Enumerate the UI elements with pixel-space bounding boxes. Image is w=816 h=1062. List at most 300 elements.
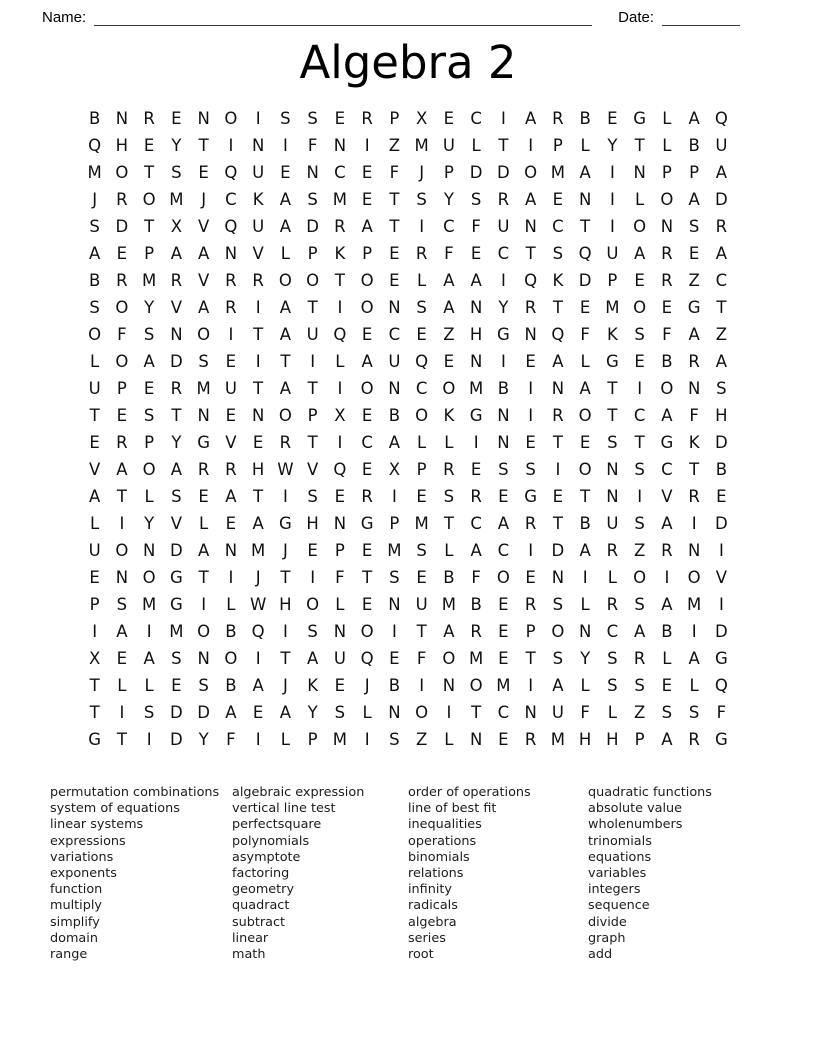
word-bank-column xyxy=(232,785,408,963)
grid-cell: I xyxy=(228,567,234,587)
grid-cell: A xyxy=(661,513,673,533)
grid-cell: K xyxy=(334,243,346,263)
grid-cell: B xyxy=(715,459,728,479)
grid-cell: A xyxy=(252,513,264,533)
grid-cell: X xyxy=(334,405,346,425)
grid-cell: A xyxy=(225,486,237,506)
grid-cell: G xyxy=(660,432,674,452)
grid-cell: R xyxy=(116,189,128,209)
grid-row xyxy=(81,186,735,213)
grid-cell: A xyxy=(443,270,455,290)
grid-cell: I xyxy=(528,675,534,695)
grid-cell: R xyxy=(497,189,510,209)
grid-cell: N xyxy=(224,540,238,560)
word-item: perfectsquare xyxy=(232,817,322,833)
grid-cell: F xyxy=(716,702,727,722)
grid-cell: A xyxy=(306,648,319,668)
grid-cell: E xyxy=(116,243,128,263)
grid-row xyxy=(81,429,735,456)
grid-cell: T xyxy=(198,135,209,155)
grid-cell: O xyxy=(360,297,374,317)
grid-cell: A xyxy=(661,405,673,425)
word-item: linear xyxy=(232,930,269,946)
grid-cell: F xyxy=(689,405,699,425)
grid-cell: S xyxy=(307,189,318,209)
grid-cell: N xyxy=(251,135,265,155)
grid-cell: S xyxy=(688,216,700,236)
grid-cell: R xyxy=(688,351,700,371)
grid-cell: T xyxy=(552,297,563,317)
grid-cell: E xyxy=(389,270,400,290)
grid-cell: R xyxy=(470,621,482,641)
word-item: variations xyxy=(50,849,114,865)
grid-cell: C xyxy=(497,702,510,722)
grid-cell: N xyxy=(524,702,537,722)
grid-cell: S xyxy=(89,216,100,236)
grid-cell: L xyxy=(335,351,345,371)
grid-cell: S xyxy=(171,162,182,182)
grid-cell: M xyxy=(550,729,565,749)
grid-cell: E xyxy=(416,324,427,344)
grid-cell: A xyxy=(170,459,183,479)
grid-cell: S xyxy=(307,108,318,128)
word-item: permutation combinations xyxy=(50,785,220,800)
grid-cell: N xyxy=(578,621,592,641)
grid-cell: N xyxy=(497,432,510,452)
grid-cell: I xyxy=(500,108,506,128)
grid-cell: R xyxy=(524,729,537,749)
grid-cell: I xyxy=(282,486,288,506)
grid-cell: T xyxy=(389,189,400,209)
grid-cell: I xyxy=(609,162,615,182)
grid-cell: E xyxy=(443,351,455,371)
grid-cell: N xyxy=(388,378,401,398)
grid-cell: R xyxy=(606,594,619,614)
grid-cell: I xyxy=(391,621,397,641)
grid-cell: O xyxy=(633,567,647,587)
grid-cell: M xyxy=(414,135,429,155)
grid-row xyxy=(81,294,735,321)
grid-cell: E xyxy=(307,540,318,560)
grid-cell: N xyxy=(170,324,183,344)
grid-cell: S xyxy=(607,432,618,452)
grid-cell: N xyxy=(633,162,646,182)
grid-cell: D xyxy=(115,216,129,236)
grid-cell: E xyxy=(143,135,155,155)
grid-cell: D xyxy=(715,621,728,641)
grid-cell: R xyxy=(116,270,128,290)
grid-cell: A xyxy=(143,351,155,371)
grid-row xyxy=(81,240,735,267)
grid-cell: B xyxy=(497,378,510,398)
grid-cell: N xyxy=(197,405,210,425)
grid-cell: F xyxy=(307,135,318,155)
grid-cell: T xyxy=(307,297,318,317)
grid-cell: L xyxy=(689,675,699,695)
grid-cell: S xyxy=(307,486,318,506)
grid-cell: A xyxy=(252,675,264,695)
grid-cell: E xyxy=(143,378,155,398)
grid-cell: Q xyxy=(714,108,728,128)
grid-cell: R xyxy=(633,648,646,668)
word-item: quadratic functions xyxy=(588,785,712,800)
grid-cell: E xyxy=(389,243,400,263)
grid-cell: D xyxy=(170,351,183,371)
grid-cell: D xyxy=(715,432,728,452)
grid-cell: M xyxy=(196,378,211,398)
grid-cell: T xyxy=(362,567,373,587)
grid-cell: P xyxy=(552,135,563,155)
word-item: line of best fit xyxy=(408,801,497,817)
grid-cell: U xyxy=(252,162,265,182)
grid-cell: A xyxy=(225,702,237,722)
grid-cell: T xyxy=(144,216,155,236)
grid-cell: S xyxy=(634,675,645,695)
grid-cell: Z xyxy=(633,540,646,560)
grid-cell: U xyxy=(88,540,101,560)
grid-cell: C xyxy=(552,216,564,236)
grid-cell: A xyxy=(279,189,292,209)
grid-cell: C xyxy=(497,243,510,263)
grid-cell: A xyxy=(715,243,728,263)
grid-cell: E xyxy=(416,486,427,506)
word-item: relations xyxy=(408,866,464,882)
grid-cell: T xyxy=(634,135,645,155)
grid-cell: B xyxy=(443,567,455,587)
grid-cell: S xyxy=(416,189,427,209)
word-item: range xyxy=(50,947,88,963)
word-item: quadract xyxy=(232,898,290,914)
grid-cell: G xyxy=(278,513,292,533)
grid-cell: S xyxy=(143,405,155,425)
grid-cell: E xyxy=(361,162,373,182)
grid-cell: C xyxy=(497,540,510,560)
grid-cell: J xyxy=(364,675,370,695)
grid-cell: S xyxy=(116,594,128,614)
grid-cell: M xyxy=(332,729,347,749)
word-item: graph xyxy=(588,930,626,946)
grid-cell: S xyxy=(143,702,155,722)
grid-cell: C xyxy=(361,432,373,452)
grid-cell: A xyxy=(361,216,373,236)
grid-cell: L xyxy=(607,567,617,587)
grid-cell: E xyxy=(280,162,291,182)
grid-cell: Z xyxy=(388,135,401,155)
grid-cell: D xyxy=(715,189,728,209)
grid-cell: A xyxy=(579,378,591,398)
grid-cell: I xyxy=(228,324,234,344)
grid-cell: C xyxy=(470,513,482,533)
grid-cell: K xyxy=(606,324,618,344)
grid-cell: L xyxy=(144,486,154,506)
grid-cell: N xyxy=(687,378,701,398)
grid-cell: A xyxy=(715,162,728,182)
grid-cell: P xyxy=(116,378,127,398)
grid-cell: G xyxy=(469,405,483,425)
grid-cell: G xyxy=(360,513,374,533)
grid-cell: I xyxy=(528,540,534,560)
grid-cell: N xyxy=(333,513,347,533)
grid-cell: F xyxy=(580,324,590,344)
grid-cell: R xyxy=(361,108,373,128)
grid-row xyxy=(81,645,735,672)
word-item: infinity xyxy=(408,882,452,898)
grid-cell: A xyxy=(552,351,564,371)
grid-cell: Q xyxy=(551,324,565,344)
grid-cell: R xyxy=(334,216,346,236)
grid-cell: E xyxy=(470,243,482,263)
grid-cell: T xyxy=(89,702,100,722)
grid-cell: P xyxy=(689,162,700,182)
grid-cell: T xyxy=(580,486,591,506)
grid-cell: E xyxy=(552,486,564,506)
puzzle-title: Algebra 2 xyxy=(299,36,517,89)
grid-cell: F xyxy=(117,324,127,344)
grid-cell: L xyxy=(444,432,454,452)
grid-cell: S xyxy=(89,297,100,317)
grid-cell: O xyxy=(496,567,510,587)
grid-cell: O xyxy=(524,162,538,182)
grid-cell: M xyxy=(169,189,184,209)
grid-cell: R xyxy=(688,486,700,506)
grid-cell: E xyxy=(525,351,536,371)
grid-cell: C xyxy=(661,459,673,479)
grid-cell: B xyxy=(388,405,401,425)
grid-cell: U xyxy=(442,135,455,155)
grid-cell: L xyxy=(417,270,427,290)
grid-cell: R xyxy=(470,486,482,506)
grid-cell: E xyxy=(525,432,536,452)
grid-cell: I xyxy=(364,729,370,749)
grid-cell: V xyxy=(197,216,210,236)
grid-cell: P xyxy=(389,108,400,128)
grid-cell: P xyxy=(634,729,645,749)
grid-row xyxy=(81,699,735,726)
grid-cell: F xyxy=(226,729,236,749)
grid-cell: Q xyxy=(88,135,102,155)
grid-cell: E xyxy=(389,648,400,668)
grid-cell: E xyxy=(171,675,182,695)
grid-cell: T xyxy=(116,729,127,749)
grid-cell: O xyxy=(633,297,647,317)
grid-cell: R xyxy=(170,378,183,398)
grid-cell: B xyxy=(88,108,101,128)
grid-cell: U xyxy=(715,135,728,155)
grid-cell: I xyxy=(637,486,643,506)
grid-cell: A xyxy=(661,729,673,749)
grid-cell: I xyxy=(718,540,724,560)
word-item: expressions xyxy=(50,833,126,849)
grid-cell: O xyxy=(633,216,647,236)
grid-cell: A xyxy=(279,297,292,317)
grid-cell: M xyxy=(142,594,157,614)
grid-cell: S xyxy=(607,675,618,695)
grid-cell: G xyxy=(169,567,183,587)
grid-cell: D xyxy=(551,540,565,560)
word-item: sequence xyxy=(588,898,650,914)
name-blank-line xyxy=(94,10,592,26)
grid-cell: W xyxy=(249,594,267,614)
grid-cell: X xyxy=(170,216,183,236)
grid-cell: E xyxy=(552,189,564,209)
grid-cell: F xyxy=(471,567,481,587)
grid-cell: E xyxy=(579,297,591,317)
grid-cell: I xyxy=(228,135,234,155)
grid-cell: P xyxy=(389,513,400,533)
grid-cell: I xyxy=(282,135,288,155)
grid-cell: E xyxy=(525,567,536,587)
grid-cell: B xyxy=(470,594,482,614)
grid-cell: I xyxy=(391,486,397,506)
grid-cell: M xyxy=(332,189,347,209)
grid-cell: U xyxy=(252,216,265,236)
grid-cell: R xyxy=(552,108,564,128)
grid-cell: C xyxy=(225,189,237,209)
grid-cell: T xyxy=(471,702,482,722)
word-item: domain xyxy=(50,930,98,946)
grid-cell: F xyxy=(389,162,400,182)
grid-cell: K xyxy=(552,270,564,290)
grid-cell: R xyxy=(715,216,728,236)
grid-cell: B xyxy=(388,675,401,695)
grid-cell: E xyxy=(498,486,509,506)
grid-cell: O xyxy=(88,324,102,344)
grid-cell: T xyxy=(525,648,536,668)
grid-cell: Q xyxy=(524,270,538,290)
grid-cell: U xyxy=(224,378,237,398)
grid-cell: P xyxy=(661,162,672,182)
grid-cell: I xyxy=(146,621,152,641)
grid-cell: S xyxy=(634,513,645,533)
grid-cell: E xyxy=(498,594,509,614)
grid-cell: P xyxy=(416,459,427,479)
grid-cell: O xyxy=(197,621,211,641)
grid-cell: T xyxy=(689,459,700,479)
grid-cell: R xyxy=(552,405,564,425)
grid-cell: R xyxy=(688,729,700,749)
word-item: geometry xyxy=(232,882,295,898)
grid-cell: C xyxy=(606,621,619,641)
grid-cell: O xyxy=(415,405,429,425)
date-label: Date: xyxy=(618,9,654,26)
grid-cell: N xyxy=(606,486,619,506)
grid-cell: C xyxy=(470,108,482,128)
grid-cell: P xyxy=(443,162,454,182)
word-item: factoring xyxy=(232,866,290,882)
grid-cell: R xyxy=(524,513,537,533)
grid-row xyxy=(81,483,735,510)
grid-cell: R xyxy=(661,540,673,560)
grid-cell: S xyxy=(552,594,564,614)
grid-cell: N xyxy=(524,324,537,344)
grid-cell: V xyxy=(661,486,673,506)
grid-cell: A xyxy=(524,108,537,128)
grid-cell: G xyxy=(496,324,510,344)
grid-cell: P xyxy=(307,405,318,425)
grid-cell: I xyxy=(255,351,261,371)
grid-cell: T xyxy=(498,135,509,155)
grid-cell: U xyxy=(606,513,619,533)
grid-cell: E xyxy=(498,648,509,668)
grid-cell: N xyxy=(388,594,401,614)
grid-cell: T xyxy=(580,216,591,236)
grid-cell: G xyxy=(88,729,102,749)
grid-cell: A xyxy=(715,351,728,371)
grid-cell: G xyxy=(169,594,183,614)
grid-cell: O xyxy=(551,621,565,641)
grid-cell: O xyxy=(687,567,701,587)
grid-cell: D xyxy=(170,540,183,560)
grid-cell: E xyxy=(116,405,128,425)
grid-cell: N xyxy=(115,567,129,587)
grid-cell: N xyxy=(524,216,537,236)
grid-cell: D xyxy=(170,729,183,749)
grid-cell: A xyxy=(197,297,210,317)
grid-cell: I xyxy=(528,405,534,425)
grid-cell: E xyxy=(361,594,373,614)
grid-cell: J xyxy=(201,189,207,209)
word-item: math xyxy=(232,947,266,963)
grid-cell: N xyxy=(333,621,347,641)
grid-cell: A xyxy=(361,351,373,371)
grid-cell: I xyxy=(555,459,561,479)
grid-cell: B xyxy=(579,513,591,533)
grid-cell: E xyxy=(361,405,373,425)
grid-cell: E xyxy=(334,108,346,128)
grid-cell: M xyxy=(496,675,511,695)
grid-cell: V xyxy=(170,297,183,317)
grid-cell: C xyxy=(633,405,646,425)
grid-cell: N xyxy=(551,378,565,398)
grid-cell: S xyxy=(443,486,455,506)
grid-cell: Z xyxy=(715,324,728,344)
grid-cell: I xyxy=(718,594,724,614)
grid-cell: M xyxy=(414,513,429,533)
grid-cell: T xyxy=(552,432,563,452)
grid-cell: D xyxy=(197,702,210,722)
grid-cell: I xyxy=(255,729,261,749)
grid-cell: L xyxy=(580,351,590,371)
grid-cell: O xyxy=(115,297,129,317)
grid-cell: G xyxy=(605,351,619,371)
grid-cell: E xyxy=(498,621,509,641)
grid-cell: Q xyxy=(333,459,347,479)
grid-cell: I xyxy=(282,621,288,641)
grid-cell: N xyxy=(551,567,565,587)
grid-cell: F xyxy=(662,324,672,344)
grid-cell: T xyxy=(144,162,155,182)
grid-row xyxy=(81,159,735,186)
grid-cell: R xyxy=(606,540,619,560)
grid-cell: A xyxy=(116,459,128,479)
grid-row xyxy=(81,618,735,645)
worksheet-header xyxy=(42,6,740,26)
grid-cell: A xyxy=(279,702,292,722)
grid-cell: M xyxy=(169,621,184,641)
grid-cell: G xyxy=(633,108,647,128)
grid-cell: O xyxy=(142,189,156,209)
grid-cell: A xyxy=(197,540,210,560)
grid-cell: P xyxy=(607,270,618,290)
grid-cell: T xyxy=(171,405,182,425)
grid-cell: I xyxy=(582,567,588,587)
grid-cell: L xyxy=(362,702,372,722)
word-item: polynomials xyxy=(232,833,310,849)
grid-cell: Y xyxy=(198,729,209,749)
grid-cell: U xyxy=(88,378,101,398)
grid-cell: H xyxy=(715,405,728,425)
grid-cell: K xyxy=(443,405,455,425)
